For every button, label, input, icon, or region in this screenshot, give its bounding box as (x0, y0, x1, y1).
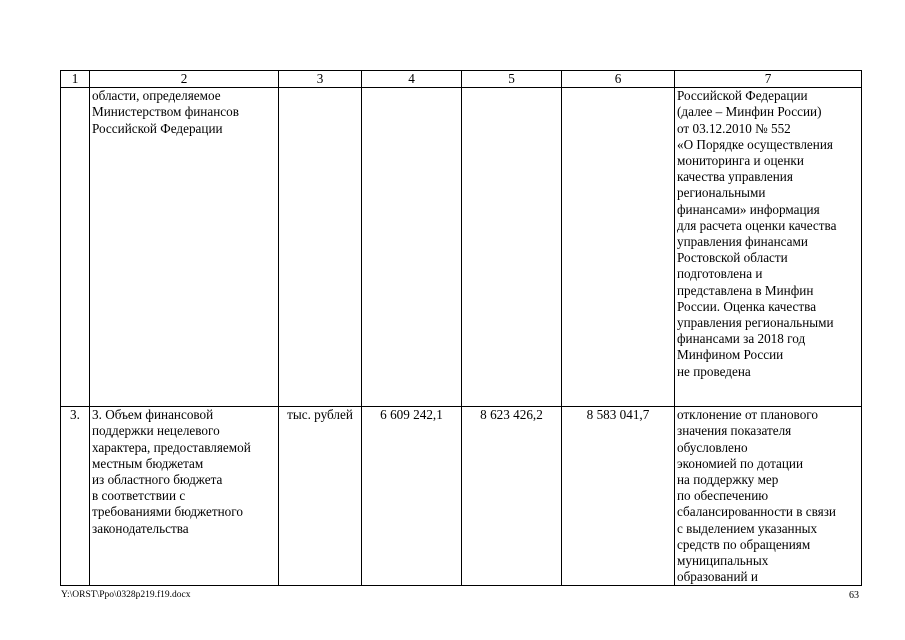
table-row (61, 88, 862, 407)
header-cell-1: 1 (61, 71, 90, 88)
value-col-5 (462, 88, 562, 407)
value-col-6: 8 583 041,7 (562, 407, 675, 586)
header-cell-3: 3 (279, 71, 362, 88)
note-cell: отклонение от планового значения показателя обусловлено экономией по дотации на поддержку мер по обеспечению сбалансированности в связи с выделением указанных средств по обращениям муниципальных образований и (675, 407, 862, 586)
header-cell-6: 6 (562, 71, 675, 88)
header-cell-5: 5 (462, 71, 562, 88)
report-table (60, 70, 862, 586)
value-col-5: 8 623 426,2 (462, 407, 562, 586)
file-path: Y:\ORST\Ppo\0328p219.f19.docx (61, 590, 191, 600)
indicator-name: области, определяемое Министерством финансов Российской Федерации (90, 88, 279, 407)
header-cell-2: 2 (90, 71, 279, 88)
unit-cell (279, 88, 362, 407)
header-cell-4: 4 (362, 71, 462, 88)
row-number (61, 88, 90, 407)
page-number: 63 (849, 590, 859, 601)
value-col-6 (562, 88, 675, 407)
header-row (61, 71, 862, 88)
value-col-4: 6 609 242,1 (362, 407, 462, 586)
table-row (61, 407, 862, 586)
header-cell-7: 7 (675, 71, 862, 88)
unit-cell: тыс. рублей (279, 407, 362, 586)
value-col-4 (362, 88, 462, 407)
row-number: 3. (61, 407, 90, 586)
note-cell: Российской Федерации (далее – Минфин России) от 03.12.2010 № 552 «О Порядке осуществления мониторинга и оценки качества управления региональными финансами» информация для расчета оценки качества управления финансами Ростовской области подготовлена и представлена в Минфин России. Оценка качества управления региональными финансами за 2018 год Минфином России не проведена (675, 88, 862, 407)
indicator-name: 3. Объем финансовой поддержки нецелевого характера, предоставляемой местным бюджетам из областного бюджета в соответствии с требованиями бюджетного законодательства (90, 407, 279, 586)
